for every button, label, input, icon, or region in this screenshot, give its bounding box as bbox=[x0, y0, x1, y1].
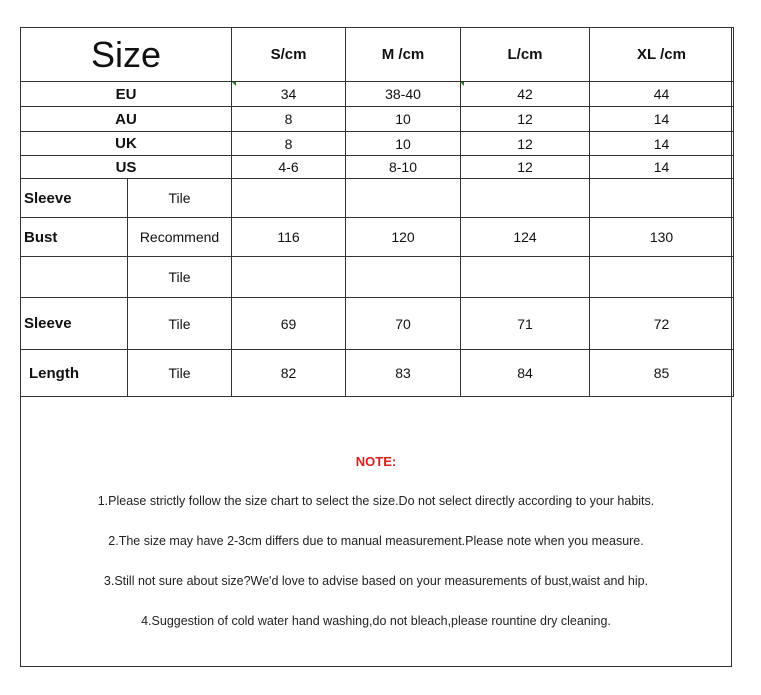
table-cell: 10 bbox=[346, 107, 461, 132]
table-cell bbox=[346, 179, 461, 218]
measure-label: Sleeve bbox=[21, 179, 128, 218]
table-cell: 12 bbox=[461, 107, 590, 132]
table-row bbox=[21, 257, 734, 298]
note-line: 2.The size may have 2-3cm differs due to manual measurement.Please note when you measure. bbox=[108, 534, 644, 548]
measure-label: Length bbox=[21, 350, 128, 397]
table-cell: 14 bbox=[590, 156, 734, 179]
table-cell: 83 bbox=[346, 350, 461, 397]
col-header-xl: XL /cm bbox=[590, 28, 734, 82]
measure-method: Tile bbox=[128, 298, 232, 350]
note-line: 4.Suggestion of cold water hand washing,do not bleach,please rountine dry cleaning. bbox=[141, 614, 611, 628]
size-heading: Size bbox=[21, 28, 232, 82]
col-header-l: L/cm bbox=[461, 28, 590, 82]
table-row bbox=[21, 132, 734, 156]
table-cell: 72 bbox=[590, 298, 734, 350]
table-cell: 12 bbox=[461, 132, 590, 156]
table-cell: 124 bbox=[461, 218, 590, 257]
col-header-s: S/cm bbox=[232, 28, 346, 82]
table-row bbox=[21, 156, 734, 179]
size-table bbox=[20, 27, 734, 397]
table-cell bbox=[461, 257, 590, 298]
table-cell: 130 bbox=[590, 218, 734, 257]
col-header-m: M /cm bbox=[346, 28, 461, 82]
table-cell: 82 bbox=[232, 350, 346, 397]
table-cell: 10 bbox=[346, 132, 461, 156]
measure-label: Bust bbox=[21, 218, 128, 257]
header-row bbox=[21, 28, 734, 82]
note-line: 3.Still not sure about size?We'd love to advise based on your measurements of bust,waist and hip. bbox=[103, 574, 649, 588]
note-line: 1.Please strictly follow the size chart to select the size.Do not select directly according to your habits. bbox=[97, 494, 655, 508]
measure-label bbox=[21, 257, 128, 298]
table-cell bbox=[232, 257, 346, 298]
table-cell: 44 bbox=[590, 82, 734, 107]
table-cell: 34 bbox=[232, 82, 346, 107]
measure-method: Recommend bbox=[128, 218, 232, 257]
region-label-us: US bbox=[21, 156, 232, 179]
table-row bbox=[21, 82, 734, 107]
table-cell: 84 bbox=[461, 350, 590, 397]
table-cell: 14 bbox=[590, 132, 734, 156]
table-cell bbox=[590, 179, 734, 218]
table-cell: 69 bbox=[232, 298, 346, 350]
table-cell: 70 bbox=[346, 298, 461, 350]
table-cell bbox=[346, 257, 461, 298]
cell-corner-marker bbox=[232, 82, 236, 86]
cell-corner-marker bbox=[460, 82, 464, 86]
table-cell bbox=[232, 179, 346, 218]
measure-method: Tile bbox=[128, 257, 232, 298]
measure-method: Tile bbox=[128, 350, 232, 397]
measure-label: Sleeve bbox=[21, 298, 128, 350]
table-row bbox=[21, 298, 734, 350]
table-cell bbox=[590, 257, 734, 298]
table-row bbox=[21, 179, 734, 218]
table-cell bbox=[461, 179, 590, 218]
table-cell: 8 bbox=[232, 132, 346, 156]
measure-method: Tile bbox=[128, 179, 232, 218]
table-cell: 12 bbox=[461, 156, 590, 179]
table-cell: 71 bbox=[461, 298, 590, 350]
table-cell: 116 bbox=[232, 218, 346, 257]
table-cell: 4-6 bbox=[232, 156, 346, 179]
table-cell: 120 bbox=[346, 218, 461, 257]
region-label-eu: EU bbox=[21, 82, 232, 107]
table-cell: 14 bbox=[590, 107, 734, 132]
table-cell: 85 bbox=[590, 350, 734, 397]
table-row bbox=[21, 218, 734, 257]
table-cell: 8 bbox=[232, 107, 346, 132]
table-cell: 38-40 bbox=[346, 82, 461, 107]
table-row bbox=[21, 350, 734, 397]
table-cell: 42 bbox=[461, 82, 590, 107]
table-cell: 8-10 bbox=[346, 156, 461, 179]
note-title: NOTE: bbox=[355, 454, 397, 469]
region-label-au: AU bbox=[21, 107, 232, 132]
table-row bbox=[21, 107, 734, 132]
region-label-uk: UK bbox=[21, 132, 232, 156]
